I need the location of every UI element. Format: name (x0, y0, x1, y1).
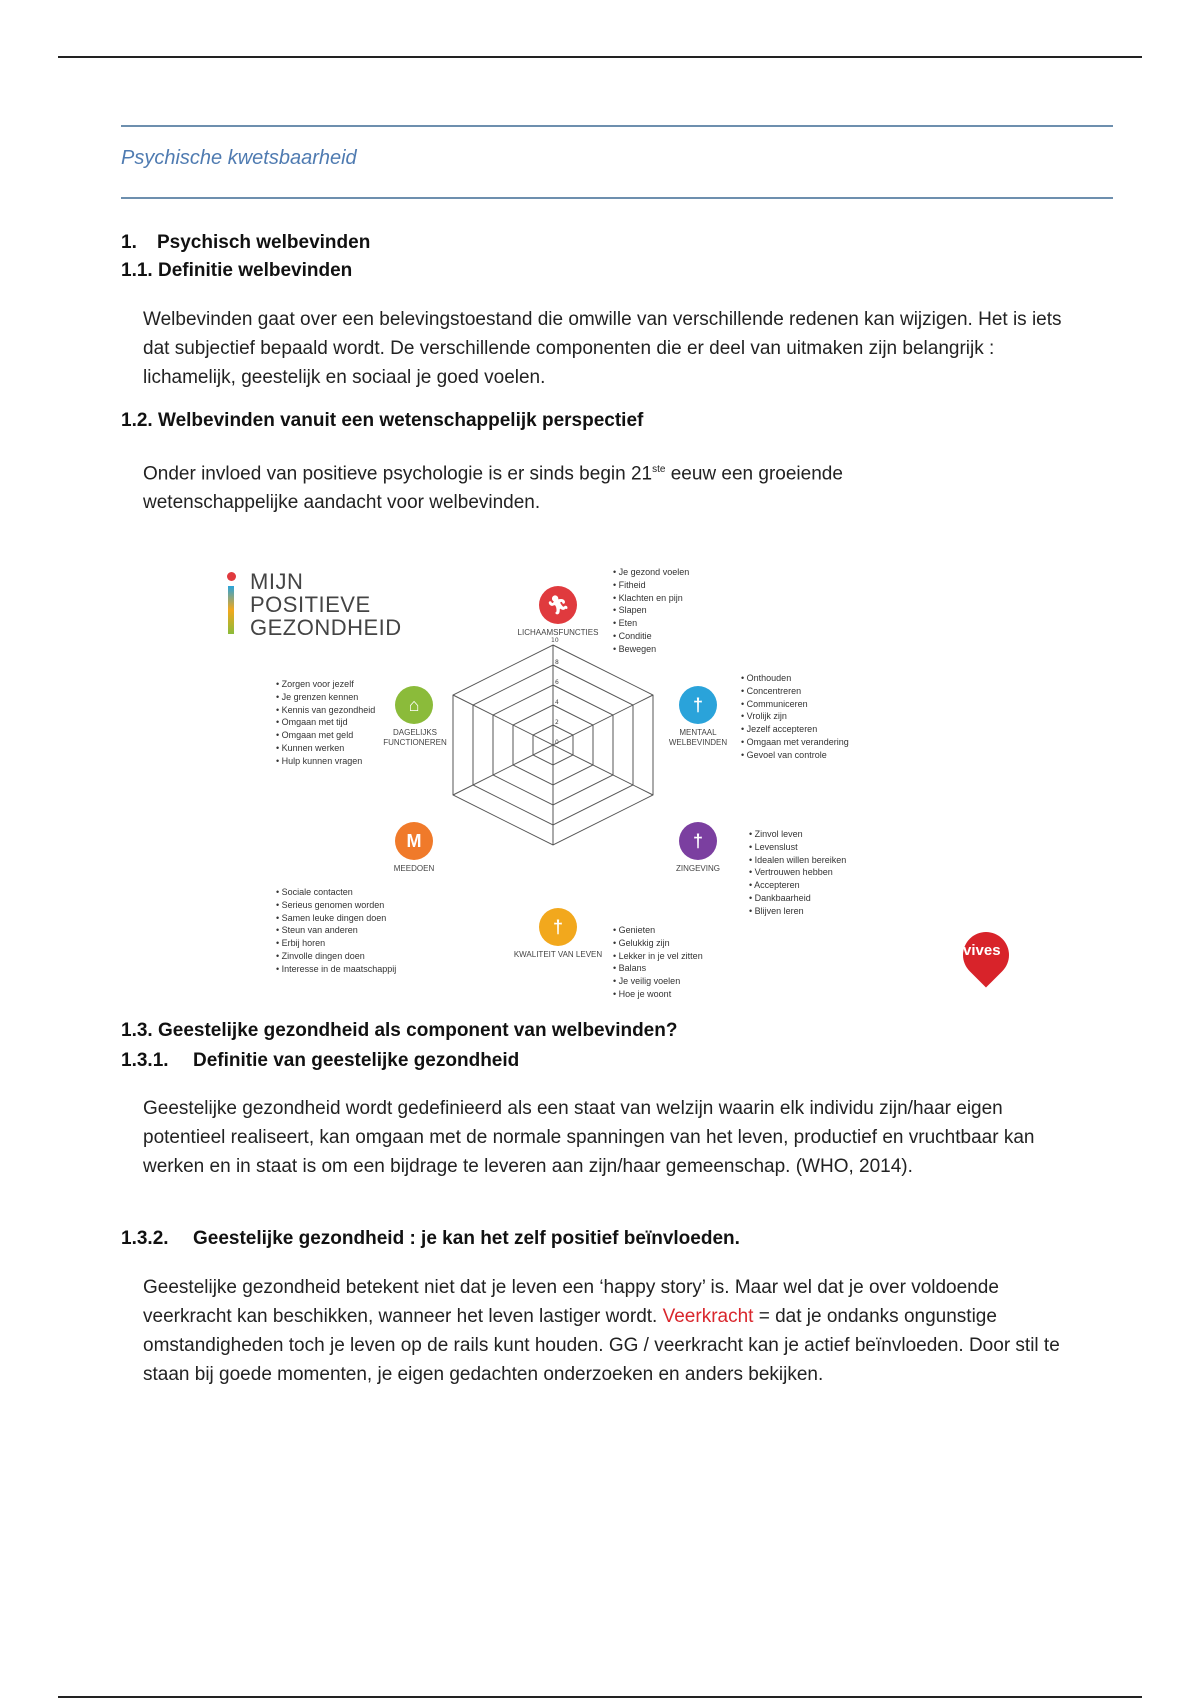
paragraph-veerkracht-b: = dat je ondanks ongunstige omstandigheden toch je leven op de rails kunt houden. GG / veerkracht kan je actief beïnvloeden. Door stil te staan bij goede momenten, je eigen gedachten onderzoeken en anders bekijken. (143, 1306, 1060, 1385)
list-item: • Vrolijk zijn (741, 710, 849, 723)
heading-1-1-number: 1.1. (121, 260, 153, 281)
document-title: Psychische kwetsbaarheid (121, 147, 357, 169)
heading-1-2-number: 1.2. (121, 410, 153, 431)
top-rule (58, 56, 1142, 58)
list-item: • Zinvol leven (749, 828, 846, 841)
dimension-label: MEEDOEN (393, 864, 435, 873)
mind-icon: † (679, 686, 717, 724)
list-item: • Concentreren (741, 685, 849, 698)
list-item: • Zinvolle dingen doen (276, 950, 396, 963)
daily-icon: ⌂ (395, 686, 433, 724)
list-item: • Genieten (613, 924, 703, 937)
list-item: • Balans (613, 962, 703, 975)
list-item: • Kennis van gezondheid (276, 704, 375, 717)
logo-dot-icon (227, 572, 236, 581)
list-item: • Steun van anderen (276, 924, 396, 937)
heading-1-3-2 (121, 1228, 740, 1250)
list-item: • Je grenzen kennen (276, 691, 375, 704)
radar-chart (443, 630, 663, 860)
title-block (121, 125, 1113, 199)
heading-1 (121, 232, 370, 254)
paragraph-definitie-gg: Geestelijke gezondheid wordt gedefinieerd als een staat van welzijn waarin elk individu zijn/haar eigen potentieel realiseert, kan omgaan met de normale spanningen van het leven, productief en vruchtbaar kan werken en in staat is om een bijdrage te leveren aan zijn/haar gemeenschap. (WHO, 2014). (143, 1098, 1035, 1177)
scale-label: 0 (555, 739, 559, 746)
heading-1-3-2-title: Geestelijke gezondheid : je kan het zelf positief beïnvloeden. (193, 1228, 740, 1249)
list-item: • Samen leuke dingen doen (276, 912, 396, 925)
list-item: • Gevoel van controle (741, 749, 849, 762)
heading-1-3-1-title: Definitie van geestelijke gezondheid (193, 1050, 520, 1071)
list-item: • Zorgen voor jezelf (276, 678, 375, 691)
list-item: • Communiceren (741, 698, 849, 711)
superscript-ste: ste (652, 464, 666, 475)
list-item: • Omgaan met geld (276, 729, 375, 742)
scale-label: 8 (555, 659, 559, 666)
heading-1-1-title: Definitie welbevinden (158, 260, 353, 281)
dimension-items-mentaal (741, 672, 849, 762)
list-item: • Idealen willen bereiken (749, 854, 846, 867)
list-item: • Conditie (613, 630, 689, 643)
participate-icon: M (395, 822, 433, 860)
dimension-label: LICHAAMSFUNCTIES (517, 628, 599, 637)
list-item: • Omgaan met tijd (276, 716, 375, 729)
scale-label: 10 (551, 637, 559, 644)
list-item: • Levenslust (749, 841, 846, 854)
list-item: • Gelukkig zijn (613, 937, 703, 950)
logo-line: POSITIEVE (250, 592, 371, 617)
dimension-label: DAGELIJKS FUNCTIONEREN (383, 728, 447, 747)
list-item: • Omgaan met verandering (741, 736, 849, 749)
paragraph-veerkracht-a: Geestelijke gezondheid betekent niet dat je leven een ‘happy story’ is. Maar wel dat je over voldoende veerkracht kan beschikken, wanneer het leven lastiger wordt. (143, 1277, 999, 1327)
list-item: • Eten (613, 617, 689, 630)
heading-1-number: 1. (121, 232, 137, 253)
logo-text (250, 570, 402, 639)
heading-1-3-1-number: 1.3.1. (121, 1050, 169, 1071)
list-item: • Blijven leren (749, 905, 846, 918)
dimension-label: ZINGEVING (675, 864, 720, 873)
list-item: • Vertrouwen hebben (749, 866, 846, 879)
meaning-icon: † (679, 822, 717, 860)
list-item: • Slapen (613, 604, 689, 617)
dimension-items-dagelijks (276, 678, 375, 768)
scale-label: 6 (555, 679, 559, 686)
heading-1-3-title: Geestelijke gezondheid als component van welbevinden? (158, 1020, 678, 1041)
list-item: • Je veilig voelen (613, 975, 703, 988)
list-item: • Onthouden (741, 672, 849, 685)
list-item: • Hulp kunnen vragen (276, 755, 375, 768)
heading-1-3-number: 1.3. (121, 1020, 153, 1041)
list-item: • Lekker in je vel zitten (613, 950, 703, 963)
paragraph-wetenschappelijk-b: eeuw een groeiende wetenschappelijke aandacht voor welbevinden. (143, 463, 843, 514)
dimension-items-meedoen (276, 886, 396, 976)
heading-1-1 (121, 260, 352, 282)
logo-line: MIJN (250, 569, 304, 594)
positieve-gezondheid-figure (143, 530, 1033, 1000)
list-item: • Sociale contacten (276, 886, 396, 899)
list-item: • Interesse in de maatschappij (276, 963, 396, 976)
scale-label: 4 (555, 699, 559, 706)
heading-1-3-2-number: 1.3.2. (121, 1228, 169, 1249)
paragraph-veerkracht (143, 1273, 1083, 1389)
heading-1-3 (121, 1020, 677, 1042)
running-person-icon: 🏃︎ (539, 586, 577, 624)
dimension-label: KWALITEIT VAN LEVEN (513, 950, 603, 959)
list-item: • Jezelf accepteren (741, 723, 849, 736)
list-item: • Je gezond voelen (613, 566, 689, 579)
quality-icon: † (539, 908, 577, 946)
list-item: • Erbij horen (276, 937, 396, 950)
veerkracht-term: Veerkracht (662, 1306, 754, 1327)
logo-line: GEZONDHEID (250, 615, 402, 640)
list-item: • Klachten en pijn (613, 592, 689, 605)
heading-1-2 (121, 410, 643, 432)
logo-bar-icon (228, 586, 234, 634)
dimension-items-kwaliteit (613, 924, 703, 1001)
dimension-items-zingeving (749, 828, 846, 918)
list-item: • Kunnen werken (276, 742, 375, 755)
list-item: • Bewegen (613, 643, 689, 656)
list-item: • Dankbaarheid (749, 892, 846, 905)
heading-1-2-title: Welbevinden vanuit een wetenschappelijk perspectief (158, 410, 644, 431)
scale-label: 2 (555, 719, 559, 726)
dimension-items-lichaamsfuncties (613, 566, 689, 656)
heading-1-title: Psychisch welbevinden (157, 232, 371, 253)
list-item: • Hoe je woont (613, 988, 703, 1001)
paragraph-wetenschappelijk-a: Onder invloed van positieve psychologie is er sinds begin 21 (143, 463, 653, 485)
vives-logo-text: vives (963, 942, 1001, 959)
list-item: • Fitheid (613, 579, 689, 592)
paragraph-definitie-welbevinden: Welbevinden gaat over een belevingstoestand die omwille van verschillende redenen kan wijzigen. Het is iets dat subjectief bepaald wordt. De verschillende componenten die er deel van uitmaken zijn belangrijk : lichamelijk, geestelijk en sociaal je goed voelen. (143, 309, 1062, 388)
heading-1-3-1 (121, 1050, 519, 1072)
list-item: • Accepteren (749, 879, 846, 892)
paragraph-wetenschappelijk (143, 455, 903, 517)
list-item: • Serieus genomen worden (276, 899, 396, 912)
dimension-label: MENTAAL WELBEVINDEN (668, 728, 728, 747)
bottom-rule (58, 1696, 1142, 1698)
